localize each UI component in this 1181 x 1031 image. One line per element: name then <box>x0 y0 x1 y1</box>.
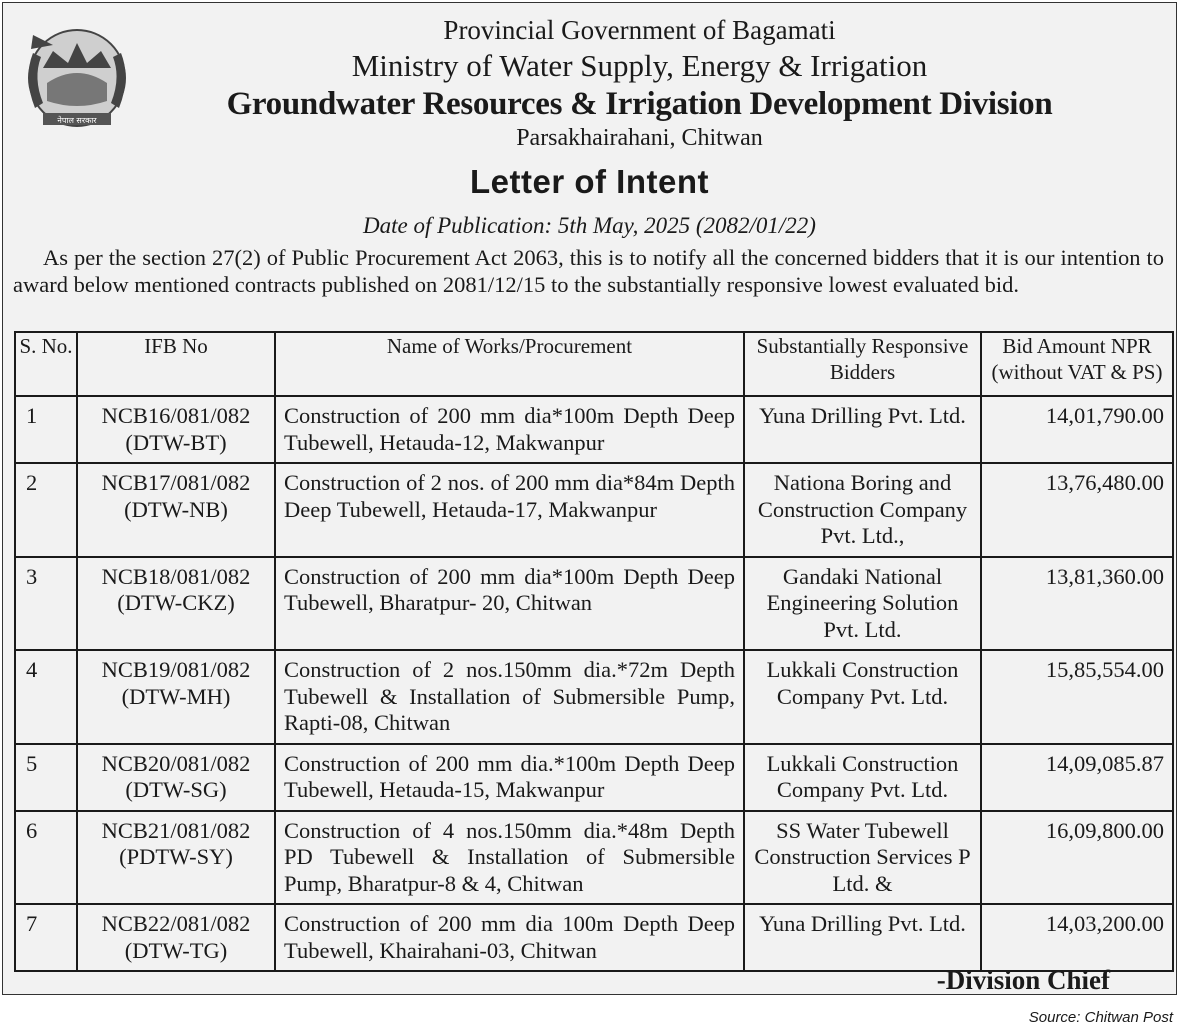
notice-frame <box>2 2 1177 995</box>
source-credit: Source: Chitwan Post <box>1028 1009 1173 1026</box>
row-work-name: Construction of 2 nos. of 200 mm dia*84m Depth Deep Tubewell, Hetauda-17, Makwanpur <box>284 470 735 522</box>
row-ifb: NCB21/081/082 (PDTW-SY) <box>101 817 251 869</box>
row-sn: 6 <box>26 817 38 843</box>
government-name: Provincial Government of Bagamati <box>443 15 836 45</box>
row-bidder: SS Water Tubewell Construction Services P Ltd. & <box>754 817 971 896</box>
header-bidder: Substantially Responsive Bidders <box>744 332 981 396</box>
row-ifb: NCB19/081/082 (DTW-MH) <box>101 657 251 709</box>
row-sn: 7 <box>26 911 38 936</box>
table-row <box>15 650 1173 744</box>
row-work-name: Construction of 200 mm dia*100m Depth Deep Tubewell, Bharatpur- 20, Chitwan <box>284 563 735 615</box>
row-bidder: Gandaki National Engineering Solution Pvt. Ltd. <box>766 563 959 642</box>
table-row <box>15 463 1173 557</box>
signature: -Division Chief <box>936 965 1110 995</box>
table-row <box>15 811 1173 905</box>
row-amount: 16,09,800.00 <box>1045 817 1164 843</box>
row-bidder: Yuna Drilling Pvt. Ltd. <box>759 911 966 936</box>
row-amount: 13,76,480.00 <box>1045 470 1164 495</box>
row-work-name: Construction of 2 nos.150mm dia.*72m Depth Tubewell & Installation of Submersible Pump, Rapti-08, Chitwan <box>284 657 735 735</box>
row-sn: 3 <box>26 563 38 589</box>
row-bidder: Nationa Boring and Construction Company Pvt. Ltd., <box>757 470 968 548</box>
row-ifb: NCB17/081/082 (DTW-NB) <box>101 470 251 522</box>
contracts-table <box>14 331 1174 972</box>
header-amount: Bid Amount NPR (without VAT & PS) <box>981 332 1173 396</box>
intro-paragraph: As per the section 27(2) of Public Procurement Act 2063, this is to notify all the concerned bidders that it is our intention to award below mentioned contracts published on 2081/12/15 to the substantially responsive lowest evaluated bid. <box>13 245 1164 297</box>
row-work-name: Construction of 200 mm dia 100m Depth Deep Tubewell, Khairahani-03, Chitwan <box>284 911 735 963</box>
row-ifb: NCB16/081/082 (DTW-BT) <box>101 403 251 455</box>
publication-date: Date of Publication: 5th May, 2025 (2082/01/22) <box>363 213 816 238</box>
header-ifb: IFB No <box>77 332 275 396</box>
row-amount: 14,03,200.00 <box>1045 911 1164 936</box>
row-sn: 1 <box>26 403 38 428</box>
row-bidder: Lukkali Construction Company Pvt. Ltd. <box>766 657 959 709</box>
row-bidder: Lukkali Construction Company Pvt. Ltd. <box>766 750 959 802</box>
row-amount: 14,09,085.87 <box>1045 750 1164 776</box>
svg-text:नेपाल सरकार: नेपाल सरकार <box>57 116 97 125</box>
row-amount: 15,85,554.00 <box>1045 657 1164 682</box>
page-title: Letter of Intent <box>470 163 709 200</box>
header-name: Name of Works/Procurement <box>275 332 744 396</box>
division-name: Groundwater Resources & Irrigation Development Division <box>226 86 1053 122</box>
letterhead <box>143 13 1136 153</box>
table-row <box>15 396 1173 463</box>
ministry-name: Ministry of Water Supply, Energy & Irrigation <box>351 48 928 83</box>
row-bidder: Yuna Drilling Pvt. Ltd. <box>759 403 966 428</box>
nepal-government-emblem-icon <box>13 23 141 133</box>
office-location: Parsakhairahani, Chitwan <box>516 125 763 151</box>
table-header-row <box>15 332 1173 396</box>
table-row <box>15 557 1173 651</box>
table-row <box>15 744 1173 811</box>
row-work-name: Construction of 200 mm dia.*100m Depth Deep Tubewell, Hetauda-15, Makwanpur <box>284 750 735 802</box>
row-sn: 5 <box>26 750 38 776</box>
row-ifb: NCB22/081/082 (DTW-TG) <box>101 911 251 963</box>
row-sn: 2 <box>26 470 38 495</box>
row-ifb: NCB20/081/082 (DTW-SG) <box>101 750 251 802</box>
row-amount: 14,01,790.00 <box>1045 403 1164 428</box>
table-row <box>15 904 1173 971</box>
row-work-name: Construction of 4 nos.150mm dia.*48m Depth PD Tubewell & Installation of Submersible Pump, Bharatpur-8 & 4, Chitwan <box>284 817 735 896</box>
row-sn: 4 <box>26 657 38 682</box>
row-work-name: Construction of 200 mm dia*100m Depth Deep Tubewell, Hetauda-12, Makwanpur <box>284 403 735 455</box>
header-sn: S. No. <box>15 332 77 396</box>
row-amount: 13,81,360.00 <box>1045 563 1164 589</box>
row-ifb: NCB18/081/082 (DTW-CKZ) <box>101 563 251 615</box>
